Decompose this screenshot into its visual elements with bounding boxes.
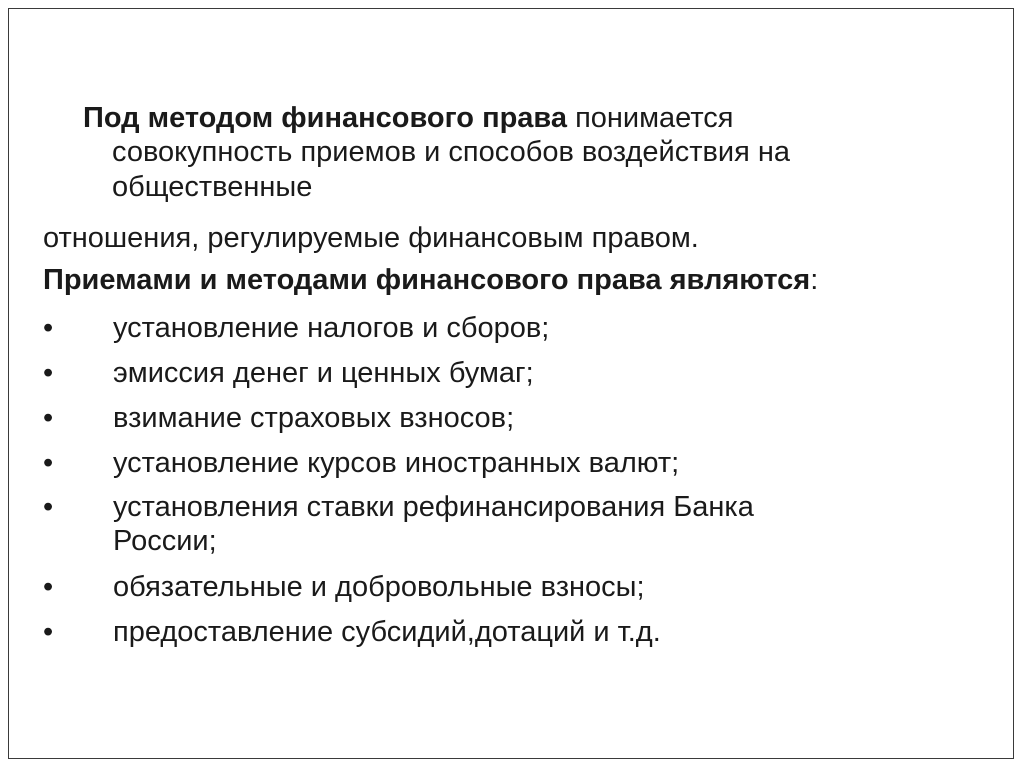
list-item-text: [113, 490, 754, 558]
intro-continuation-line: общественные: [112, 171, 313, 203]
list-item-text: [113, 446, 679, 480]
list-item-line: России;: [113, 525, 217, 557]
list-item-line: установление курсов иностранных валют;: [113, 447, 680, 479]
bullet-icon: •: [43, 571, 54, 603]
list-item-text: [113, 401, 514, 435]
methods-heading: [43, 263, 818, 297]
intro-bold-term: Под методом финансового права: [83, 102, 568, 134]
methods-heading-suffix: :: [810, 264, 819, 296]
list-item-line: предоставление субсидий,дотаций и т.д.: [113, 616, 661, 648]
intro-rest-text: понимается: [567, 102, 734, 134]
bullet-icon: •: [43, 357, 54, 389]
list-item-text: [113, 615, 661, 649]
intro-paragraph-first-line: [83, 101, 734, 135]
methods-heading-bold: Приемами и методами финансового права являются: [43, 264, 811, 296]
bullet-icon: •: [43, 491, 54, 523]
bullet-icon: •: [43, 447, 54, 479]
bullet-icon: •: [43, 616, 54, 648]
list-item-line: установления ставки рефинансирования Банка: [113, 491, 754, 523]
intro-paragraph-tail: отношения, регулируемые финансовым правом.: [43, 222, 699, 254]
list-item-line: установление налогов и сборов;: [113, 312, 550, 344]
list-item-line: обязательные и добровольные взносы;: [113, 571, 645, 603]
list-item-line: взимание страховых взносов;: [113, 402, 515, 434]
bullet-icon: •: [43, 312, 54, 344]
list-item-text: [113, 570, 645, 604]
bullet-icon: •: [43, 402, 54, 434]
intro-paragraph-continuation: [112, 135, 790, 205]
list-item-line: эмиссия денег и ценных бумаг;: [113, 357, 534, 389]
list-item-text: [113, 356, 534, 390]
list-item-text: [113, 311, 549, 345]
intro-continuation-line: совокупность приемов и способов воздействия на: [112, 136, 790, 168]
